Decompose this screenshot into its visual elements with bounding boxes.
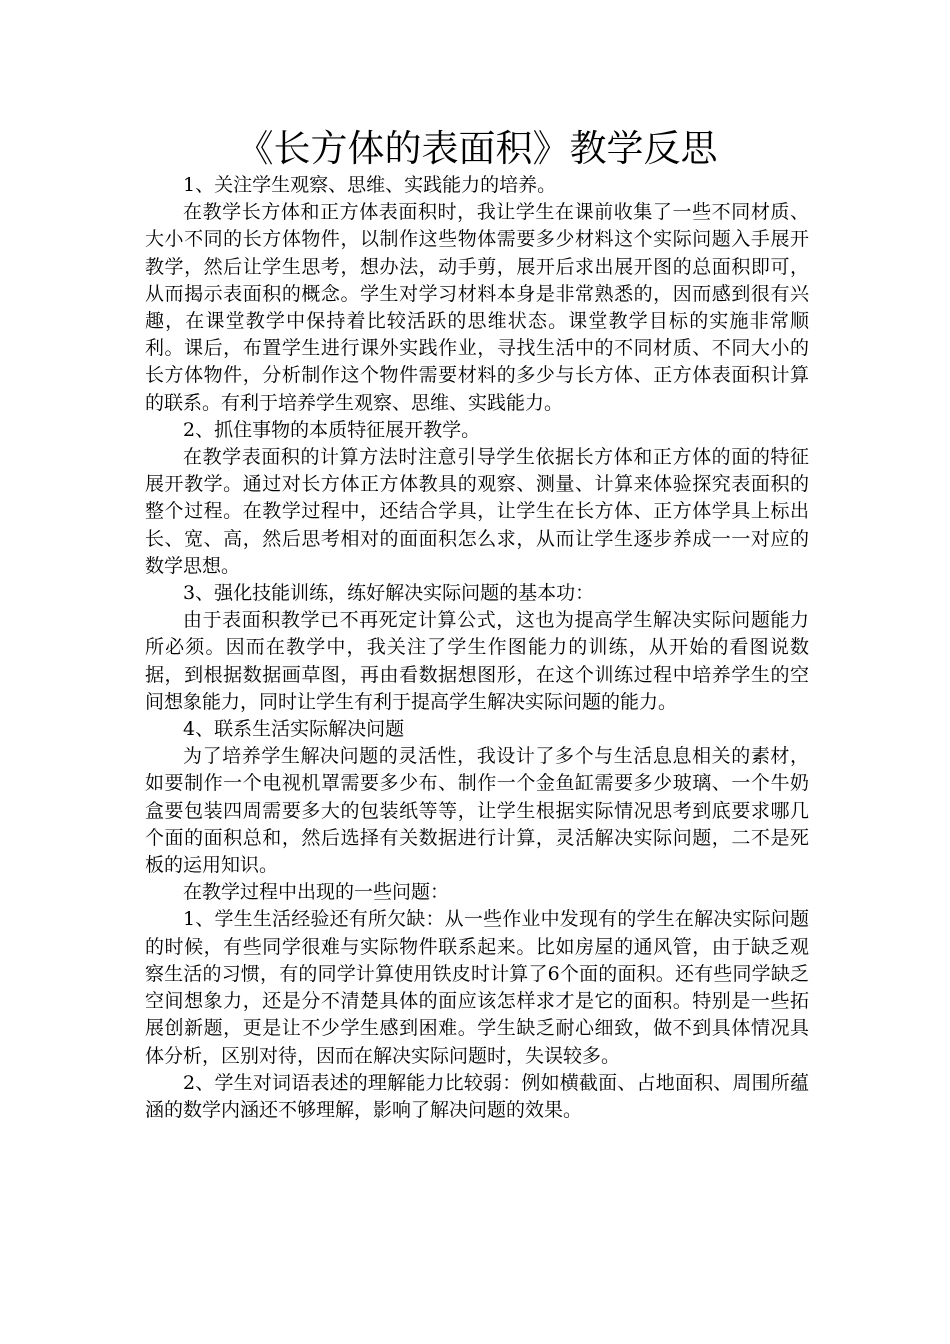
problems-heading: 在教学过程中出现的一些问题： xyxy=(183,881,450,904)
body-paragraph: 为了培养学生解决问题的灵活性，我设计了多个与生活息息相关的素材，如要制作一个电视机罩需要多少布、制作一个金鱼缸需要多少玻璃、一个牛奶盒要包装四周需要多大的包装纸等等，让学生根据实际情况思考到底要求哪几个面的面积总和，然后选择有关数据进行计算，灵活解决实际问题，二不是死板的运用知识。 xyxy=(145,745,809,877)
section-heading-1: 1、关注学生观察、思维、实践能力的培养。 xyxy=(183,174,557,196)
document-body xyxy=(145,172,809,1124)
problem-paragraph-1: 1、学生生活经验还有所欠缺：从一些作业中发现有的学生在解决实际问题的时候，有些同学很难与实际物件联系起来。比如房屋的通风管，由于缺乏观察生活的习惯，有的同学计算使用铁皮时计算了6个面的面积。还有些同学缺乏空间想象力，还是分不清楚具体的面应该怎样求才是它的面积。特别是一些拓展创新题，更是让不少学生感到困难。学生缺乏耐心细致，做不到具体情况具体分析，区别对待，因而在解决实际问题时，失误较多。 xyxy=(145,908,809,1067)
body-paragraph: 在教学长方体和正方体表面积时，我让学生在课前收集了一些不同材质、大小不同的长方体物件，以制作这些物体需要多少材料这个实际问题入手展开教学，然后让学生思考，想办法，动手剪，展开后求出展开图的总面积即可，从而揭示表面积的概念。学生对学习材料本身是非常熟悉的，因而感到很有兴趣，在课堂教学中保持着比较活跃的思维状态。课堂教学目标的实施非常顺利。课后，布置学生进行课外实践作业，寻找生活中的不同材质、不同大小的长方体物件，分析制作这个物件需要材料的多少与长方体、正方体表面积计算的联系。有利于培养学生观察、思维、实践能力。 xyxy=(145,201,809,414)
document-title: 《长方体的表面积》教学反思 xyxy=(236,127,718,170)
body-paragraph: 在教学表面积的计算方法时注意引导学生依据长方体和正方体的面的特征展开教学。通过对长方体正方体教具的观察、测量、计算来体验探究表面积的整个过程。在教学过程中，还结合学具，让学生在长方体、正方体学具上标出长、宽、高，然后思考相对的面面积怎么求，从而让学生逐步养成一一对应的数学思想。 xyxy=(145,446,809,577)
section-heading-4: 4、联系生活实际解决问题 xyxy=(183,718,405,741)
body-paragraph: 由于表面积教学已不再死定计算公式，这也为提高学生解决实际问题能力所必须。因而在教学中，我关注了学生作图能力的训练，从开始的看图说数据，到根据数据画草图，再由看数据想图形，在这个训练过程中培养学生的空间想象能力，同时让学生有利于提高学生解决实际问题的能力。 xyxy=(145,609,809,713)
section-heading-2: 2、抓住事物的本质特征展开教学。 xyxy=(183,418,481,441)
section-heading-3: 3、强化技能训练，练好解决实际问题的基本功： xyxy=(183,582,595,605)
problem-paragraph-2: 2、学生对词语表述的理解能力比较弱：例如横截面、占地面积、周围所蕴涵的数学内涵还不够理解，影响了解决问题的效果。 xyxy=(145,1071,809,1121)
